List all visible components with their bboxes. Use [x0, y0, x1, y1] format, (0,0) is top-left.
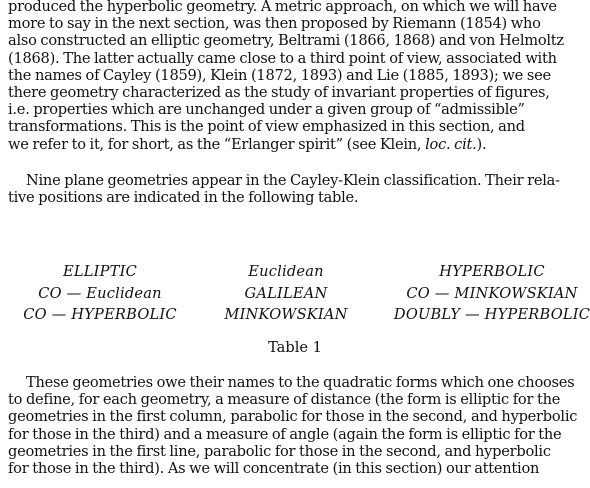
text-line: for those in the third). As we will concentrate (in this section) our attention	[8, 460, 540, 478]
text-line	[8, 136, 582, 153]
text-line: more to say in the next section, was then proposed by Riemann (1854) who	[8, 15, 541, 33]
table-cell: MINKOWSKIAN	[224, 306, 348, 323]
table-cell: DOUBLY — HYPERBOLIC	[393, 306, 590, 323]
text-line: These geometries owe their names to the quadratic forms which one chooses	[26, 374, 575, 391]
text-line: tive positions are indicated in the following table.	[8, 189, 359, 207]
text-line: there geometry characterized as the study of invariant properties of figures,	[8, 84, 550, 102]
text-segment: ).	[476, 135, 487, 153]
text-segment: we refer to it, for short, as the “Erlanger spirit” (see Klein,	[8, 135, 426, 153]
paragraph-history	[8, 0, 582, 153]
text-line: Nine plane geometries appear in the Cayley-Klein classification. Their rela-	[26, 172, 560, 189]
table-cell: CO — Euclidean	[38, 285, 162, 302]
text-line: produced the hyperbolic geometry. A metric approach, on which we will have	[8, 0, 557, 15]
text-line: for those in the third) and a measure of angle (again the form is elliptic for the	[8, 425, 562, 443]
text-line: i.e. properties which are unchanged under a given group of “admissible”	[8, 101, 525, 119]
table-cell: ELLIPTIC	[63, 263, 137, 280]
text-line: the names of Cayley (1859), Klein (1872, 1893) and Lie (1885, 1893); we see	[8, 66, 551, 84]
table-cell: CO — HYPERBOLIC	[23, 306, 177, 323]
table-cell: HYPERBOLIC	[439, 263, 545, 280]
text-line: (1868). The latter actually came close to a third point of view, associated with	[8, 49, 557, 67]
text-line: to define, for each geometry, a measure of distance (the form is elliptic for the	[8, 391, 561, 409]
table-caption: Table 1	[268, 339, 322, 356]
table-cell: Euclidean	[248, 263, 324, 280]
text-line: also constructed an elliptic geometry, Beltrami (1866, 1868) and von Helmoltz	[8, 32, 564, 50]
table-cell: GALILEAN	[244, 285, 328, 302]
paragraph-intro-table	[8, 172, 582, 206]
text-line: transformations. This is the point of view emphasized in this section, and	[8, 118, 525, 136]
italic-citation: loc. cit.	[425, 135, 477, 153]
text-line: geometries in the first line, parabolic for those in the second, and hyperbolic	[8, 442, 551, 460]
paragraph-explanation	[8, 374, 582, 477]
table-cell: CO — MINKOWSKIAN	[406, 285, 578, 302]
text-line: geometries in the first column, parabolic for those in the second, and hyperbolic	[8, 408, 578, 426]
